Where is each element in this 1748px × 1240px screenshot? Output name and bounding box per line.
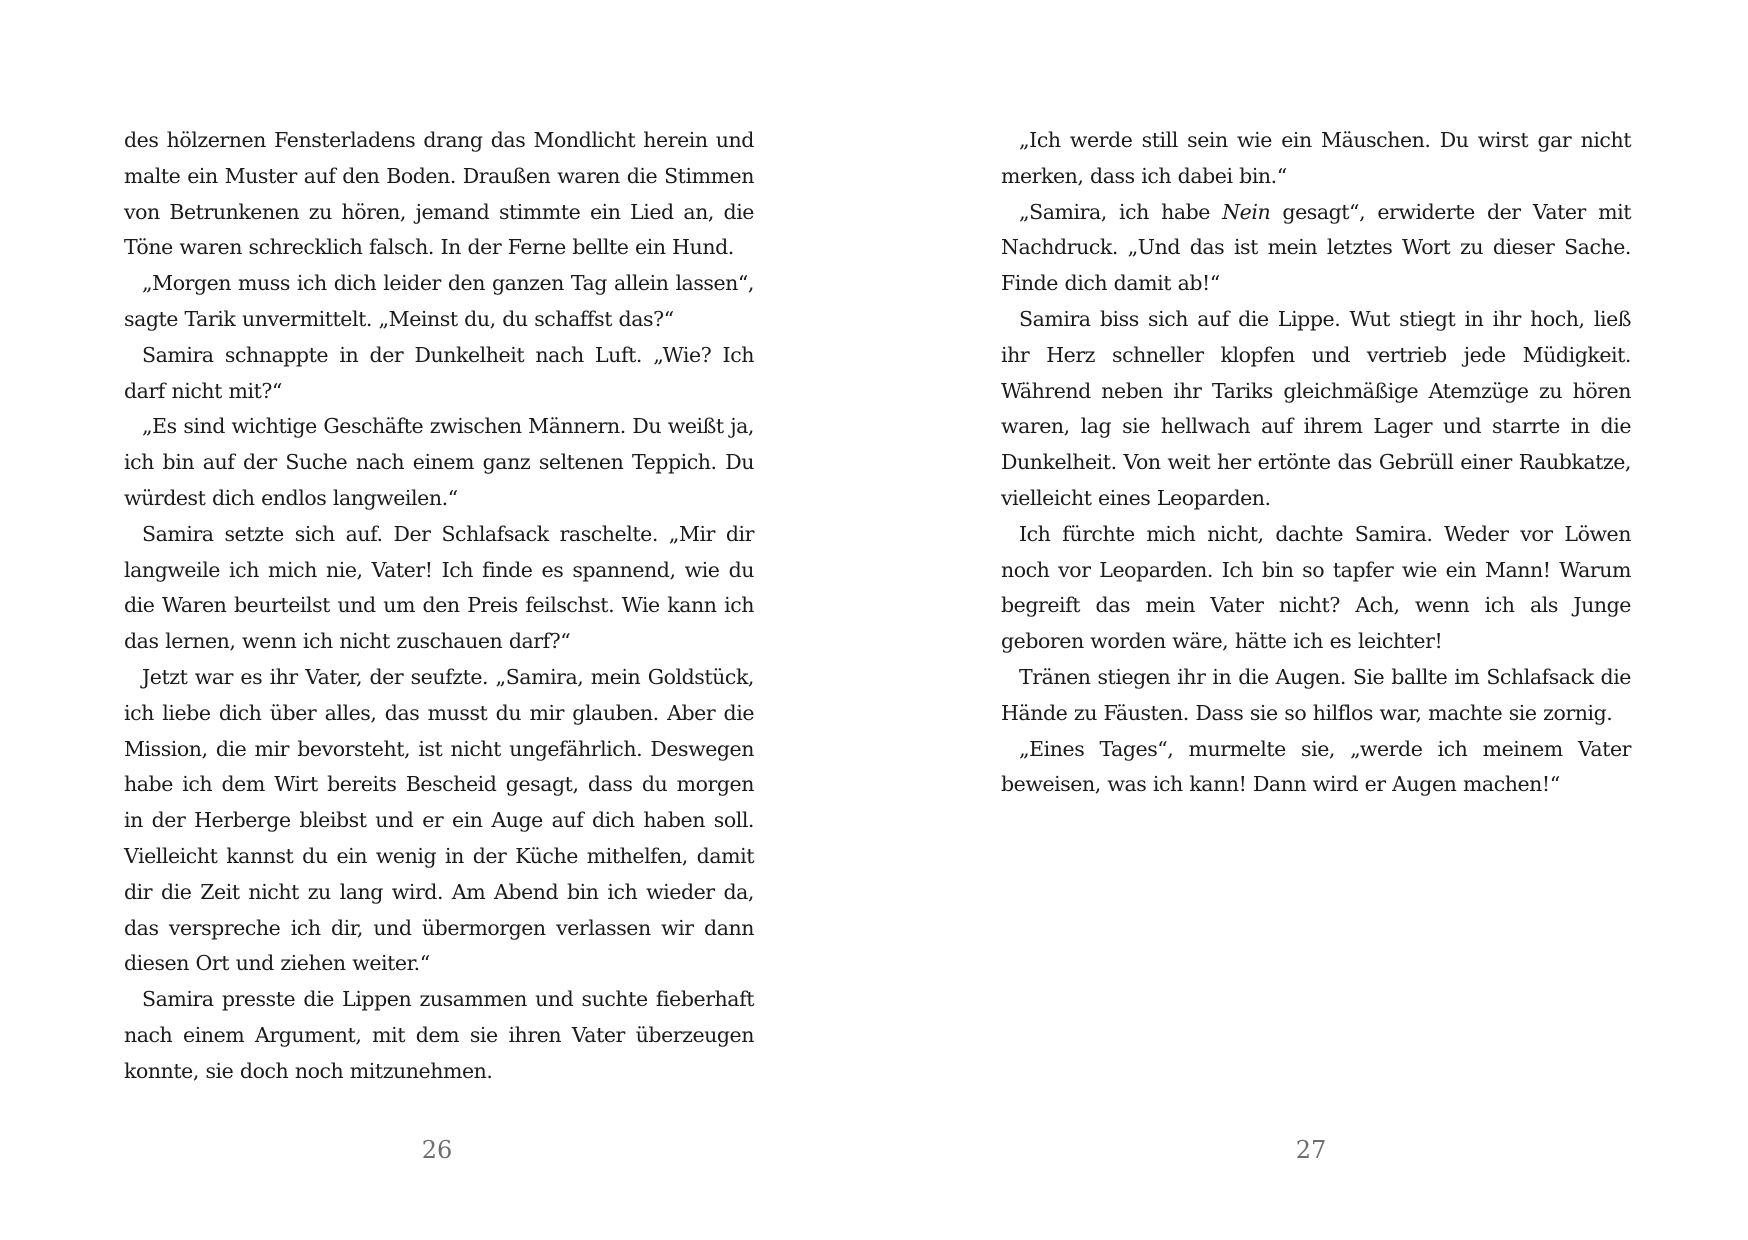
- page-number-right: 27: [1295, 1136, 1327, 1164]
- right-page-text: [1001, 123, 1631, 803]
- paragraph: Samira presste die Lippen zusammen und suchte fieberhaft nach einem Argument, mit dem sie ihren Vater überzeugen konnte, sie doch noch mitzunehmen.: [124, 987, 754, 1083]
- paragraph-text: „Samira, ich habe: [1019, 199, 1223, 224]
- paragraph-text: gesagt“, erwiderte der Vater mit Nachdruck. „Und das ist mein letztes Wort zu dieser Sache. Finde dich damit ab!“: [1001, 199, 1631, 296]
- paragraph: des hölzernen Fensterladens drang das Mondlicht herein und malte ein Muster auf den Boden. Draußen waren die Stimmen von Betrunkenen zu hören, jemand stimmte ein Lied an, die Töne waren schrecklich falsch. In der Ferne bellte ein Hund.: [124, 128, 754, 260]
- page-number-left: 26: [421, 1136, 453, 1164]
- paragraph: Tränen stiegen ihr in die Augen. Sie ballte im Schlafsack die Hände zu Fäusten. Dass sie so hilflos war, machte sie zornig.: [1001, 664, 1631, 725]
- paragraph: „Ich werde still sein wie ein Mäuschen. Du wirst gar nicht merken, dass ich dabei bin.“: [1001, 128, 1631, 188]
- right-page: [874, 0, 1748, 1240]
- paragraph: „Es sind wichtige Geschäfte zwischen Männern. Du weißt ja, ich bin auf der Suche nach einem ganz seltenen Teppich. Du würdest dich endlos langweilen.“: [124, 414, 754, 510]
- paragraph: Samira setzte sich auf. Der Schlafsack raschelte. „Mir dir langweile ich mich nie, Vater! Ich finde es spannend, wie du die Waren beurteilst und um den Preis feilschst. Wie kann ich das lernen, wenn ich nicht zuschauen darf?“: [124, 521, 754, 654]
- paragraph: [1001, 195, 1631, 302]
- paragraph: Jetzt war es ihr Vater, der seufzte. „Samira, mein Goldstück, ich liebe dich über alles, das musst du mir glauben. Aber die Mission, die mir bevorsteht, ist nicht ungefährlich. Deswegen habe ich dem Wirt bereits Bescheid gesagt, dass du morgen in der Herberge bleibst und er ein Auge auf dich haben soll. Vielleicht kannst du ein wenig in der Küche mithelfen, damit dir die Zeit nicht zu lang wird. Am Abend bin ich wieder da, das verspreche ich dir, und übermorgen verlassen wir dann diesen Ort und ziehen weiter.“: [124, 664, 754, 976]
- paragraph: „Eines Tages“, murmelte sie, „werde ich meinem Vater beweisen, was ich kann! Dann wird er Augen machen!“: [1001, 736, 1631, 797]
- emphasized-word: Nein: [1222, 199, 1271, 224]
- paragraph: Ich fürchte mich nicht, dachte Samira. Weder vor Löwen noch vor Leoparden. Ich bin so tapfer wie ein Mann! Warum begreift das mein Vater nicht? Ach, wenn ich als Junge geboren worden wäre, hätte ich es leichter!: [1001, 521, 1631, 654]
- left-page-text: [124, 123, 754, 1090]
- paragraph: „Morgen muss ich dich leider den ganzen Tag allein lassen“, sagte Tarik unvermittelt. „Meinst du, du schaffst das?“: [124, 271, 754, 331]
- paragraph: Samira biss sich auf die Lippe. Wut stiegt in ihr hoch, ließ ihr Herz schneller klopfen und vertrieb jede Müdigkeit. Während neben ihr Tariks gleichmäßige Atemzüge zu hören waren, lag sie hellwach auf ihrem Lager und starrte in die Dunkelheit. Von weit her ertönte das Gebrüll einer Raubkatze, vielleicht eines Leoparden.: [1001, 306, 1631, 510]
- paragraph: Samira schnappte in der Dunkelheit nach Luft. „Wie? Ich darf nicht mit?“: [124, 342, 754, 403]
